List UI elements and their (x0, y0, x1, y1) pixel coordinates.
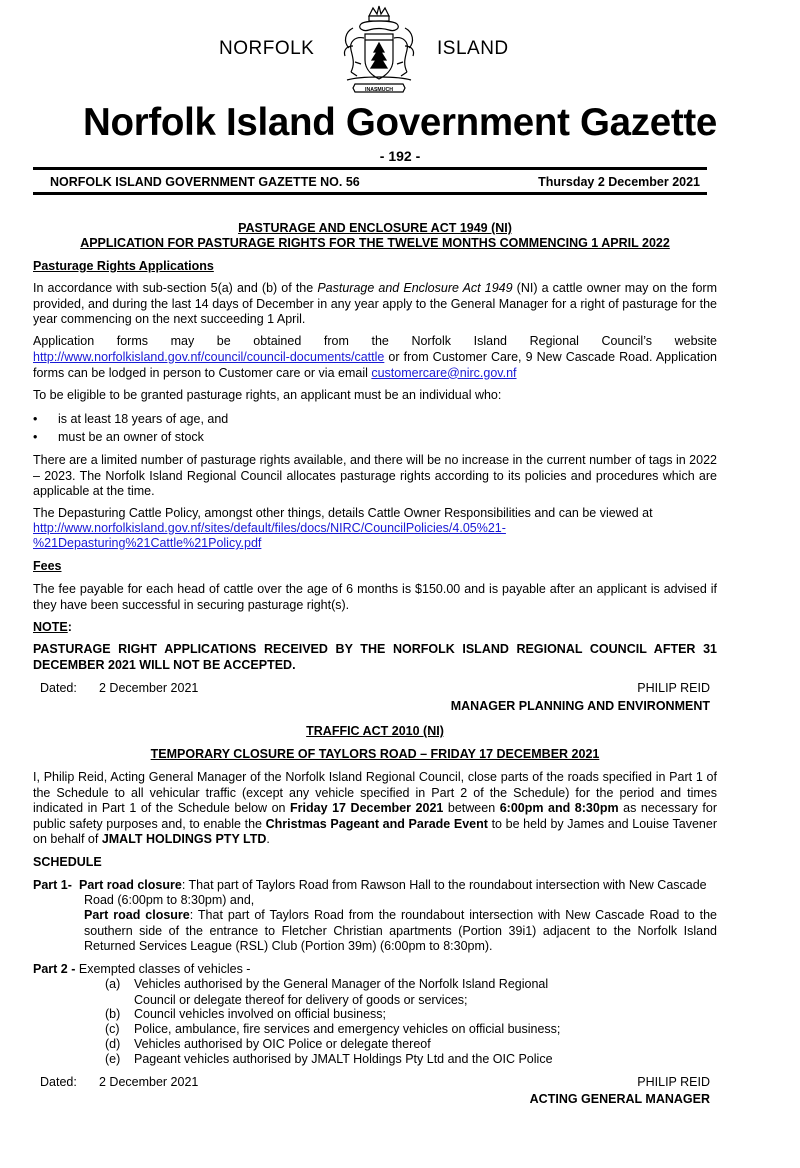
exempt-item: Vehicles authorised by OIC Police or delegate thereof (134, 1037, 431, 1051)
bullet-item: is at least 18 years of age, and (58, 412, 229, 426)
exempt-item: Police, ambulance, fire services and emergency vehicles on official business; (134, 1022, 561, 1036)
header-rule-top (33, 167, 707, 170)
gazette-title: Norfolk Island Government Gazette (82, 101, 718, 144)
notice2-signer: PHILIP REID (637, 1075, 710, 1089)
exempt-item: Council vehicles involved on official business; (134, 1007, 386, 1021)
notice1-paragraph-2-line1: Application forms may be obtained from the Norfolk Island Regional Council’s website (33, 334, 717, 348)
page-number: - 192 - (379, 148, 421, 164)
part1-label: Part 1- (33, 878, 72, 892)
policy-link-wrap-2 (33, 536, 717, 552)
issue-date: Thursday 2 December 2021 (538, 175, 700, 189)
bullet-dot: • (33, 412, 38, 426)
notice1-paragraph-5: The Depasturing Cattle Policy, amongst other things, details Cattle Owner Responsibilities and can be viewed at (33, 506, 653, 520)
notice2-signer-title: ACTING GENERAL MANAGER (529, 1092, 710, 1106)
part2-line: Part 2 - Exempted classes of vehicles - (33, 962, 251, 976)
part1-line-a2: Road (6:00pm to 8:30pm) and, (84, 893, 255, 907)
note-heading-wrap: NOTE: (33, 620, 72, 634)
crest-motto: INASMUCH (365, 86, 393, 93)
notice1-paragraph-1: In accordance with sub-section 5(a) and (b) of the Pasturage and Enclosure Act 1949 (NI) a cattle owner may on the form provided, and during the last 14 days of December in any year apply to the General Manager for a right of pasturage for the year commencing on the next succeeding 1 April. (33, 281, 717, 327)
notice2-paragraph-1: I, Philip Reid, Acting General Manager of the Norfolk Island Regional Council, close parts of the roads specified in Part 1 of the Schedule to all vehicular traffic (except any vehicle specified in Part 2 of the Schedule) for the period and times indicated in Part 1 of the Schedule below on Friday 17 December 2021 between 6:00pm and 8:30pm as necessary for public safety purposes and, to enable the Christmas Pageant and Parade Event to be held by James and Louise Tavener on behalf of JMALT HOLDINGS PTY LTD. (33, 770, 717, 847)
fees-text: The fee payable for each head of cattle over the age of 6 months is $150.00 and is payable after an applicant is advised if they have been successful in securing pasturage right(s). (33, 582, 717, 612)
depasturing-policy-link-cont[interactable]: %21Depasturing%21Cattle%21Policy.pdf (33, 536, 262, 550)
exempt-item-letter: (b) (105, 1007, 121, 1021)
notice2-dated: Dated: 2 December 2021 (40, 1075, 199, 1089)
exempt-item-letter: (c) (105, 1022, 120, 1036)
notice1-paragraph-3: To be eligible to be granted pasturage rights, an applicant must be an individual who: (33, 388, 502, 402)
exempt-item: Vehicles authorised by the General Manager of the Norfolk Island Regional Council or delegate thereof for delivery of goods or services; (134, 977, 549, 1007)
notice1-section-heading: Pasturage Rights Applications (33, 259, 214, 273)
coat-of-arms-icon (331, 2, 427, 98)
schedule-heading: SCHEDULE (33, 855, 102, 869)
part1-line-b: Part road closure: That part of Taylors Road from the roundabout intersection with New Cascade Road to the southern side of the entrance to Fletcher Christian apartments (Portion 39i1) adjacent to the Norfolk Island Returned Services League (RSL) Club (Portion 39m) (6:00pm to 8:30pm). (84, 908, 717, 954)
note-heading: NOTE (33, 620, 68, 634)
bullet-dot: • (33, 430, 38, 444)
notice1-subtitle: APPLICATION FOR PASTURAGE RIGHTS FOR THE TWELVE MONTHS COMMENCING 1 APRIL 2022 (80, 236, 670, 250)
notice1-signer-title: MANAGER PLANNING AND ENVIRONMENT (450, 699, 710, 713)
notice1-act-title: PASTURAGE AND ENCLOSURE ACT 1949 (NI) (238, 221, 512, 235)
notice1-signer: PHILIP REID (637, 681, 710, 695)
header-rule-bottom (33, 192, 707, 195)
depasturing-policy-link[interactable]: http://www.norfolkisland.gov.nf/sites/default/files/docs/NIRC/CouncilPolicies/4.05%21- (33, 521, 506, 535)
cattle-forms-link[interactable]: http://www.norfolkisland.gov.nf/council/council-documents/cattle (33, 350, 385, 364)
issue-number: NORFOLK ISLAND GOVERNMENT GAZETTE NO. 56 (50, 175, 360, 189)
exempt-item-letter: (a) (105, 977, 121, 991)
notice1-paragraph-2: http://www.norfolkisland.gov.nf/council/council-documents/cattle or from Customer Care, 9 New Cascade Road. Application forms can be lodged in person to Customer care or via email customercare@nirc.gov.nf (33, 350, 717, 380)
masthead-island: ISLAND (437, 38, 509, 59)
exempt-item-letter: (e) (105, 1052, 121, 1066)
notice1-dated: Dated: 2 December 2021 (40, 681, 199, 695)
notice2-subtitle: TEMPORARY CLOSURE OF TAYLORS ROAD – FRIDAY 17 DECEMBER 2021 (150, 747, 600, 761)
policy-link-wrap (33, 521, 717, 537)
part1-line-a: Part road closure: That part of Taylors Road from Rawson Hall to the roundabout intersection with New Cascade (79, 878, 707, 892)
notice2-act-title: TRAFFIC ACT 2010 (NI) (306, 724, 444, 738)
masthead-norfolk: NORFOLK (219, 38, 315, 59)
exempt-item-letter: (d) (105, 1037, 121, 1051)
fees-heading: Fees (33, 559, 62, 573)
bullet-item: must be an owner of stock (58, 430, 204, 444)
notice1-paragraph-4: There are a limited number of pasturage rights available, and there will be no increase in the current number of tags in 2022 – 2023. The Norfolk Island Regional Council allocates pasturage rights according to its policies and procedures which are applicable at the time. (33, 453, 717, 499)
issue-bar (50, 175, 700, 189)
customer-care-email-link[interactable]: customercare@nirc.gov.nf (371, 365, 517, 380)
note-text: PASTURAGE RIGHT APPLICATIONS RECEIVED BY THE NORFOLK ISLAND REGIONAL COUNCIL AFTER 31 DECEMBER 2021 WILL NOT BE ACCEPTED. (33, 642, 717, 672)
exempt-item: Pageant vehicles authorised by JMALT Holdings Pty Ltd and the OIC Police (134, 1052, 553, 1066)
